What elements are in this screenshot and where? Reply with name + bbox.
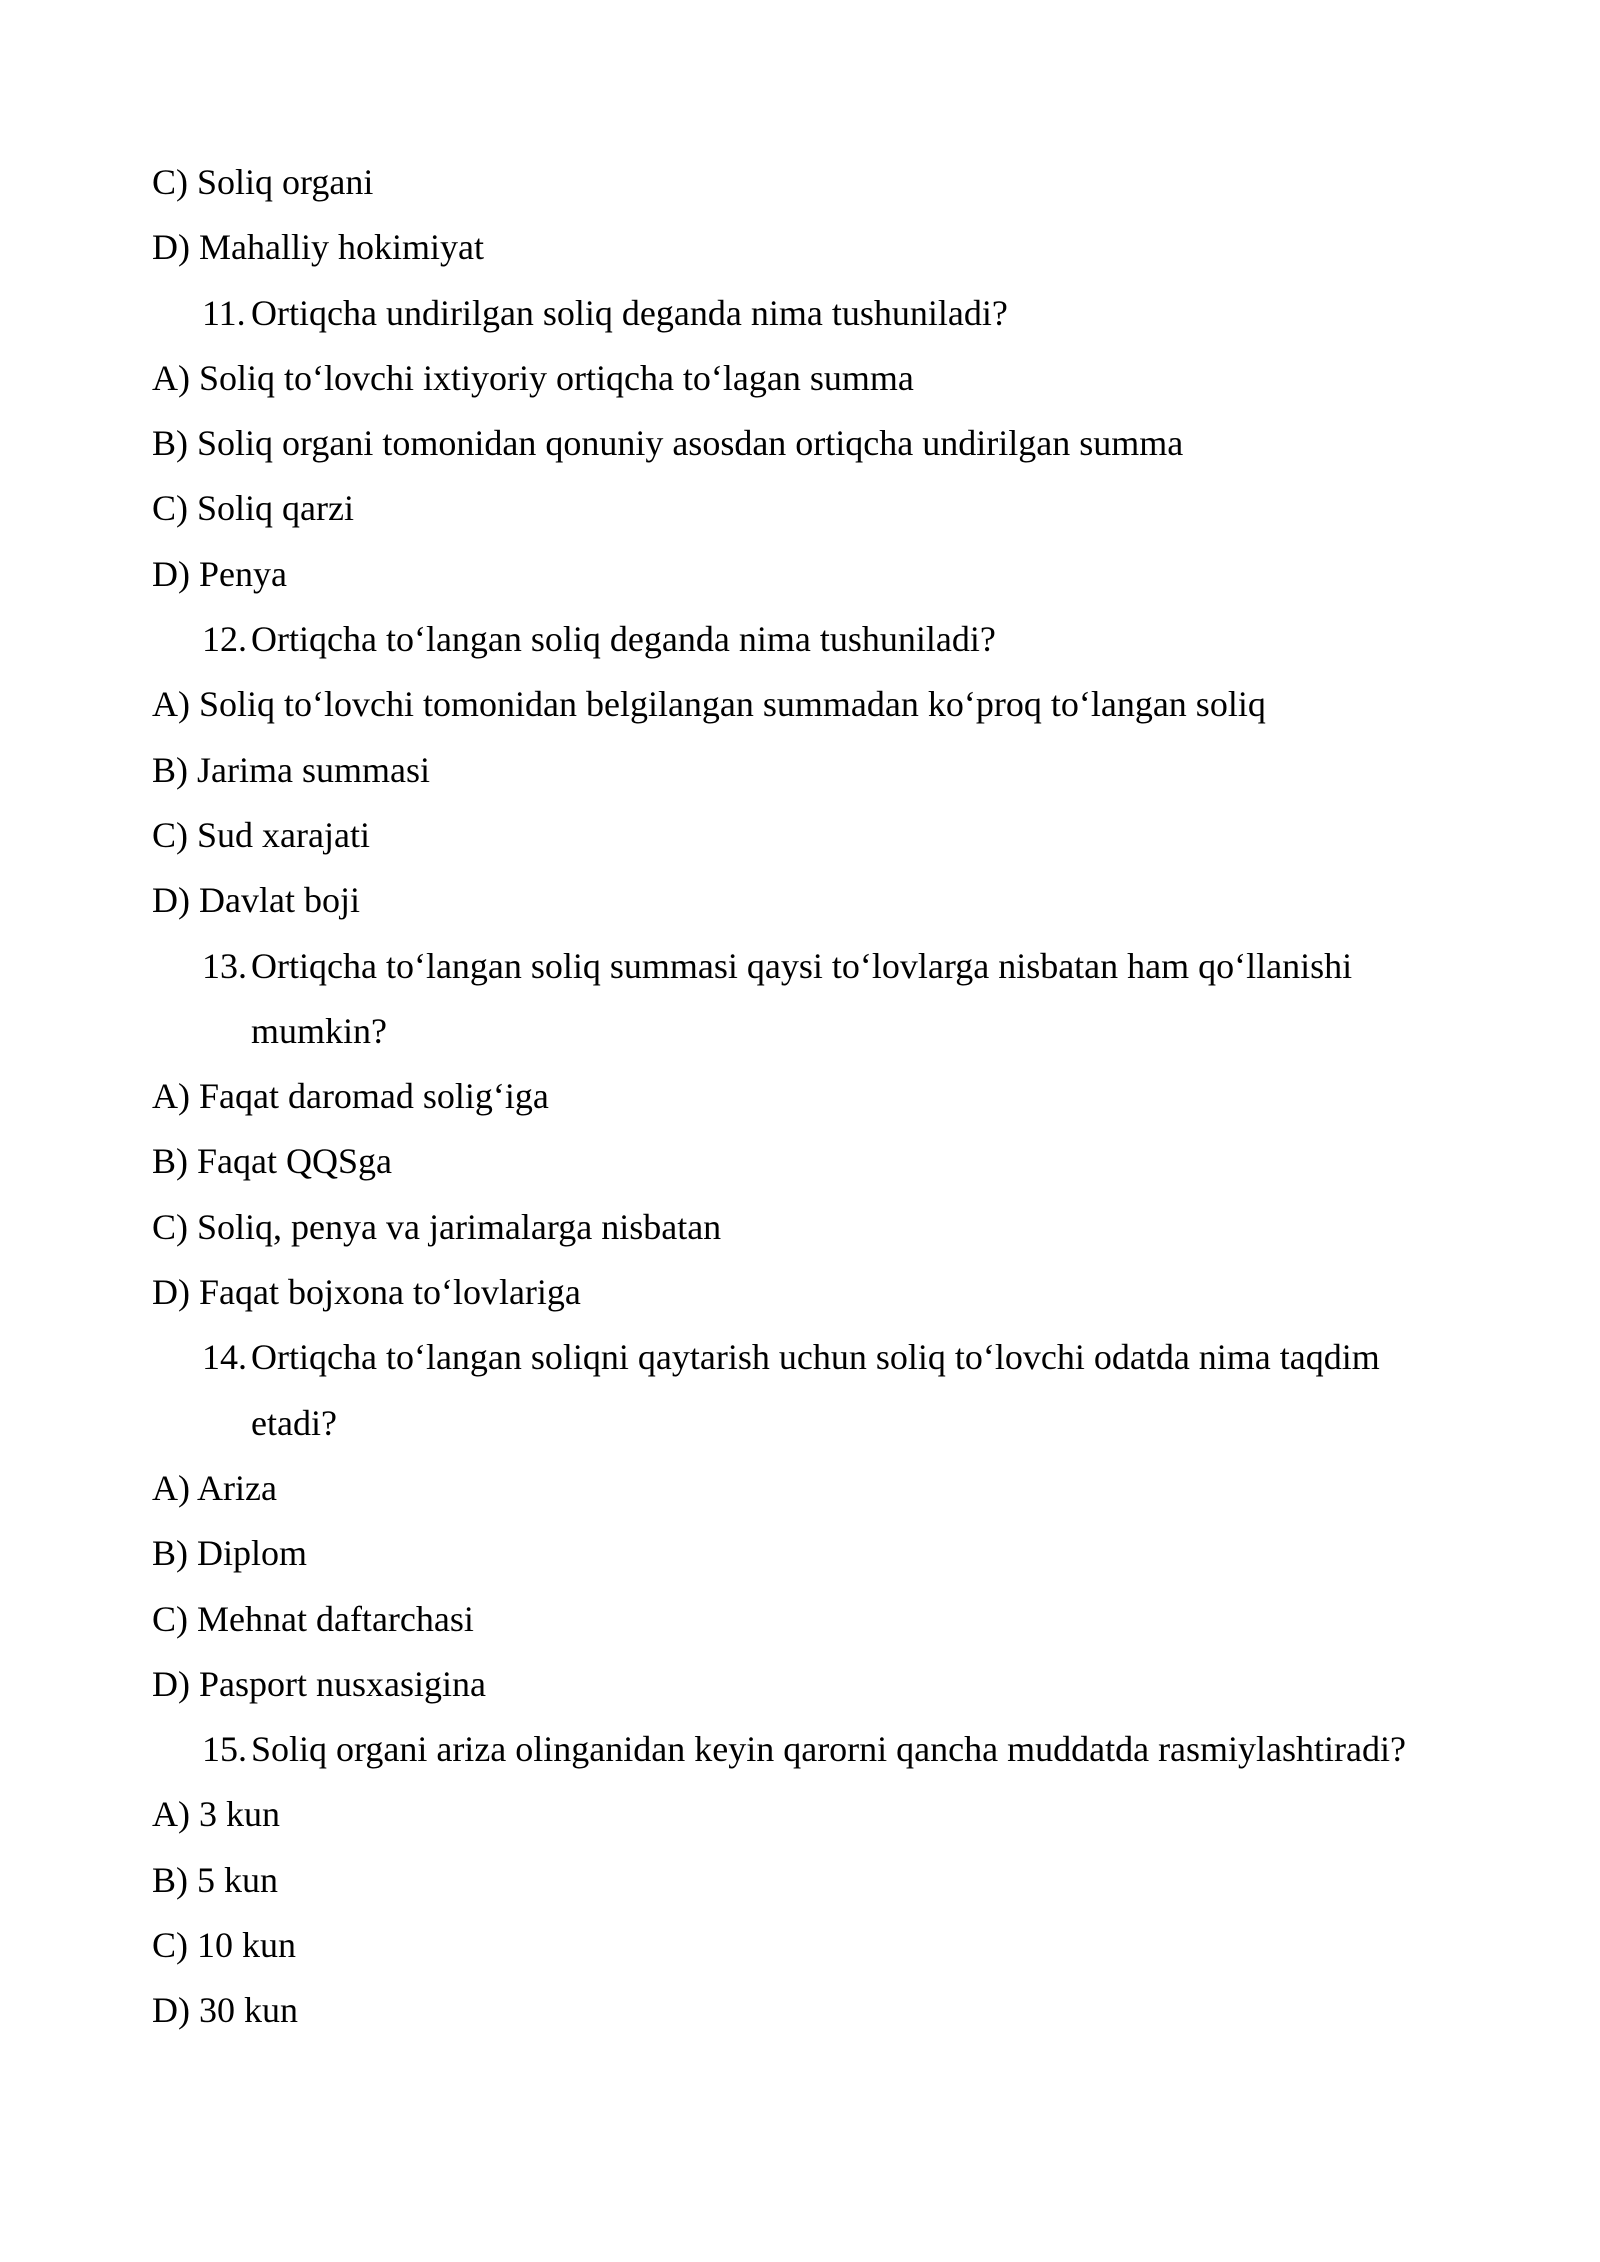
answer-option: B) Jarima summasi <box>152 749 430 790</box>
answer-option: C) Soliq organi <box>152 162 374 202</box>
answer-option: D) Mahalliy hokimiyat <box>152 227 484 268</box>
answer-option: B) Faqat QQSga <box>152 1141 392 1182</box>
question-11 <box>152 281 1472 346</box>
question-text: Ortiqcha to‘langan soliqni qaytarish uchun soliq to‘lovchi odatda nima taqdim etadi? <box>251 1337 1380 1443</box>
question-15 <box>152 1717 1472 1782</box>
question-number: 13. <box>202 945 247 986</box>
question-text: Ortiqcha to‘langan soliq deganda nima tushuniladi? <box>251 619 996 660</box>
answer-option: A) Soliq to‘lovchi ixtiyoriy ortiqcha to‘lagan summa <box>152 357 914 398</box>
question-number: 14. <box>202 1337 247 1378</box>
answer-option: D) Pasport nusxasigina <box>152 1663 486 1704</box>
question-text: Soliq organi ariza olinganidan keyin qarorni qancha muddatda rasmiylashtiradi? <box>251 1729 1406 1770</box>
answer-option: C) 10 kun <box>152 1925 296 1966</box>
question-number: 15. <box>202 1729 247 1770</box>
answer-option: C) Soliq, penya va jarimalarga nisbatan <box>152 1206 722 1247</box>
answer-option: C) Soliq qarzi <box>152 488 354 529</box>
answer-option: B) Soliq organi tomonidan qonuniy asosdan ortiqcha undirilgan summa <box>152 423 1184 464</box>
question-14 <box>152 1325 1472 1456</box>
answer-option: C) Mehnat daftarchasi <box>152 1598 474 1639</box>
question-number: 12. <box>202 619 247 660</box>
answer-option: A) 3 kun <box>152 1794 280 1835</box>
answer-option: D) Penya <box>152 553 287 594</box>
question-12 <box>152 607 1472 672</box>
answer-option: A) Soliq to‘lovchi tomonidan belgilangan summadan ko‘proq to‘langan soliq <box>152 684 1266 725</box>
answer-option: D) Davlat boji <box>152 880 360 921</box>
quiz-content <box>152 150 1472 2044</box>
question-number: 11. <box>202 292 246 333</box>
answer-option: A) Ariza <box>152 1467 277 1508</box>
answer-option: A) Faqat daromad solig‘iga <box>152 1076 549 1117</box>
answer-option: D) Faqat bojxona to‘lovlariga <box>152 1272 581 1313</box>
answer-option: B) Diplom <box>152 1533 308 1574</box>
question-13 <box>152 934 1472 1065</box>
answer-option: C) Sud xarajati <box>152 814 370 855</box>
answer-option: D) 30 kun <box>152 1990 298 2031</box>
question-text: Ortiqcha undirilgan soliq deganda nima tushuniladi? <box>251 292 1008 333</box>
question-text: Ortiqcha to‘langan soliq summasi qaysi to‘lovlarga nisbatan ham qo‘llanishi mumkin? <box>251 945 1353 1051</box>
answer-option: B) 5 kun <box>152 1859 278 1900</box>
